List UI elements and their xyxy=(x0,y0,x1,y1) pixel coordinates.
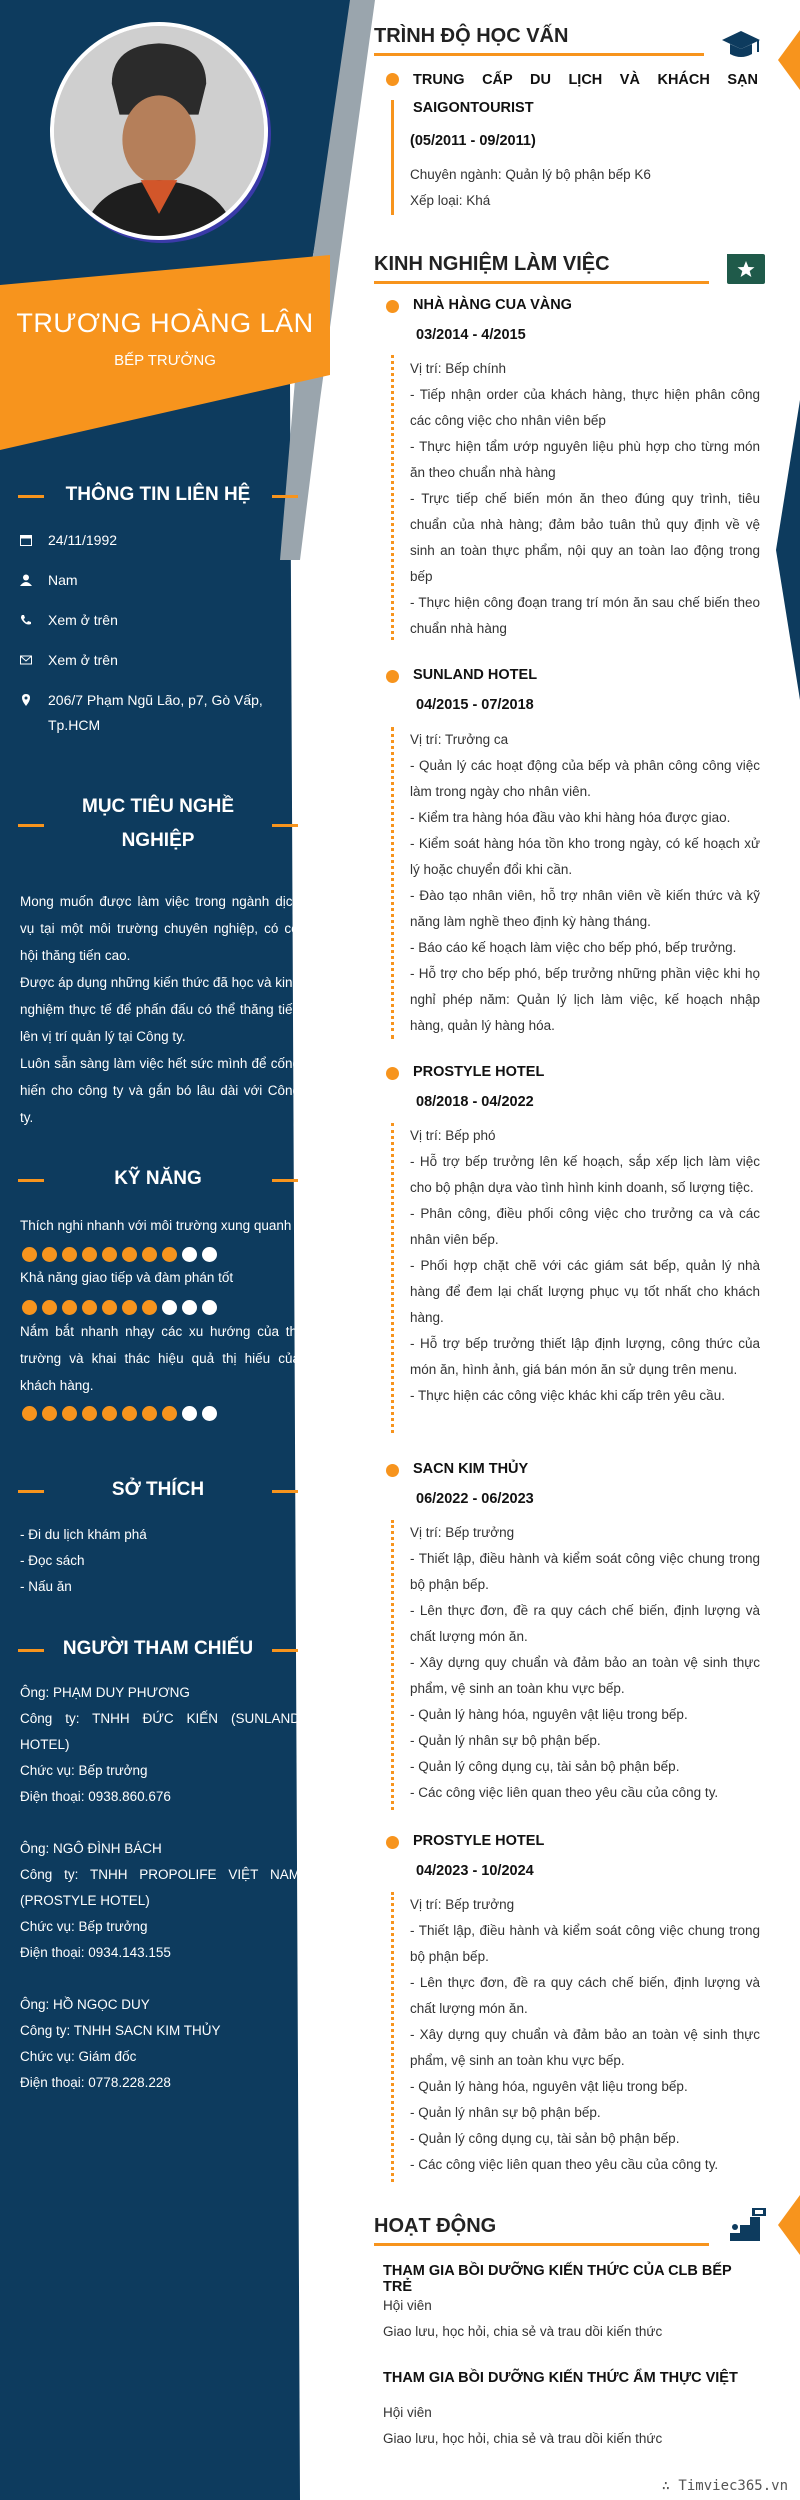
rating-dot-empty xyxy=(182,1247,197,1262)
job-period-5: 04/2023 - 10/2024 xyxy=(416,1863,534,1879)
rating-dot-empty xyxy=(202,1406,217,1421)
education-details xyxy=(410,128,755,214)
rating-dot-filled xyxy=(42,1406,57,1421)
rating-dot-filled xyxy=(162,1247,177,1262)
phone-icon xyxy=(20,614,32,626)
education-period: (05/2011 - 09/2011) xyxy=(410,133,536,149)
rating-dot-filled xyxy=(122,1300,137,1315)
job-company-2: SUNLAND HOTEL xyxy=(413,667,538,683)
rating-dot-filled xyxy=(42,1247,57,1262)
calendar-icon xyxy=(20,534,32,546)
right-edge-tab-1 xyxy=(774,30,800,90)
job-period-4: 06/2022 - 06/2023 xyxy=(416,1491,534,1507)
rating-dot-filled xyxy=(122,1247,137,1262)
job-company-5: PROSTYLE HOTEL xyxy=(413,1833,545,1849)
rating-dot-filled xyxy=(142,1406,157,1421)
list-item: - Đọc sách xyxy=(20,1553,85,1568)
contact-email: Xem ở trên xyxy=(20,648,290,673)
right-edge-accent xyxy=(776,400,800,700)
job-details-2: Vị trí: Trưởng ca - Quản lý các hoạt động của bếp và phân công công việc làm trong ngày cho nhân viên. - Kiểm tra hàng hóa đầu vào khi hàng hóa được giao. - Kiểm soát hàng hóa tồn kho trong ngày, có kế hoạch xử lý hoặc chuyển đổi khi cần. - Đào tạo nhân viên, hỗ trợ nhân viên về kiến thức và kỹ năng làm nghề theo định kỳ hàng tháng. - Báo cáo kế hoạch làm việc cho bếp phó, bếp trưởng. - Hỗ trợ cho bếp phó, bếp trưởng những phần việc khi họ nghỉ phép năm: Quản lý lịch làm việc, kế hoạch nhập hàng, quản lý hàng hóa. xyxy=(410,732,760,1033)
rating-dot-empty xyxy=(202,1247,217,1262)
timviec365-watermark: ∴ Timviec365.vn xyxy=(661,2478,788,2494)
activity-details-1: Hội viên Giao lưu, học hỏi, chia sẻ và trau dồi kiến thức xyxy=(383,2298,663,2339)
avatar xyxy=(50,22,268,240)
hobbies-list xyxy=(20,1522,300,1600)
reference-2: Ông: NGÔ ĐÌNH BÁCH Công ty: TNHH PROPOLIFE VIỆT NAM (PROSTYLE HOTEL) Chức vụ: Bếp trưởng Điện thoại: 0934.143.155 xyxy=(20,1841,300,1960)
contact-gender: Nam xyxy=(20,568,290,593)
rating-dot-filled xyxy=(62,1300,77,1315)
trophy-stairs-icon xyxy=(728,2207,770,2243)
timeline-line xyxy=(391,727,394,1039)
job-period-1: 03/2014 - 4/2015 xyxy=(416,327,526,343)
job-details-3: Vị trí: Bếp phó - Hỗ trợ bếp trưởng lên kế hoạch, sắp xếp lịch làm việc cho bộ phận dựa vào tình hình kinh doanh, số lượng tiệc. - Phân công, điều phối công việc cho trưởng ca và các nhân viên bếp. - Phối hợp chặt chẽ với các giám sát bếp, quản lý nhà hàng để đem lại chất lượng phục vụ tốt nhất cho khách hàng. - Hỗ trợ bếp trưởng thiết lập định lượng, công thức của món ăn, hình ảnh, giá bán món ăn sử dụng trên menu. - Thực hiện các công việc khác khi cấp trên yêu cầu. xyxy=(410,1128,760,1403)
rating-dot-filled xyxy=(62,1247,77,1262)
job-period-3: 08/2018 - 04/2022 xyxy=(416,1094,534,1110)
timeline-dot xyxy=(386,1836,399,1849)
rating-dot-filled xyxy=(102,1300,117,1315)
contact-address: 206/7 Phạm Ngũ Lão, p7, Gò Vấp, Tp.HCM xyxy=(20,688,290,738)
job-company-4: SACN KIM THỦY xyxy=(413,1461,529,1477)
candidate-title: BẾP TRƯỞNG xyxy=(114,352,216,369)
email-icon xyxy=(20,654,32,666)
rating-dot-empty xyxy=(182,1406,197,1421)
location-pin-icon xyxy=(20,694,32,706)
skills-heading: KỸ NĂNG xyxy=(18,1162,298,1196)
education-heading: TRÌNH ĐỘ HỌC VẤN xyxy=(374,20,704,56)
contact-heading: THÔNG TIN LIÊN HỆ xyxy=(18,478,298,512)
timeline-line xyxy=(391,355,394,640)
rating-dot-filled xyxy=(102,1247,117,1262)
list-item: - Đi du lịch khám phá xyxy=(20,1527,147,1542)
rating-dot-empty xyxy=(182,1300,197,1315)
hobbies-heading: SỞ THÍCH xyxy=(18,1473,298,1507)
education-major: Chuyên ngành: Quản lý bộ phận bếp K6 xyxy=(410,167,651,182)
rating-dot-empty xyxy=(162,1300,177,1315)
timeline-dot xyxy=(386,300,399,313)
timeline-line xyxy=(391,1892,394,2182)
skill-rating-1 xyxy=(22,1247,217,1263)
skill-label-3: Nắm bắt nhanh nhạy các xu hướng của thị trường và khai thác hiệu quả thị hiếu của khách hàng. xyxy=(20,1324,300,1393)
contact-phone: Xem ở trên xyxy=(20,608,290,633)
rating-dot-filled xyxy=(22,1300,37,1315)
job-company-3: PROSTYLE HOTEL xyxy=(413,1064,545,1080)
timeline-dot xyxy=(386,1464,399,1477)
rating-dot-filled xyxy=(162,1406,177,1421)
education-grade: Xếp loại: Khá xyxy=(410,193,491,208)
rating-dot-filled xyxy=(102,1406,117,1421)
contact-birthday: 24/11/1992 xyxy=(20,528,290,553)
candidate-name: TRƯƠNG HOÀNG LÂN xyxy=(16,308,314,338)
reference-1: Ông: PHẠM DUY PHƯƠNG Công ty: TNHH ĐỨC KIẾN (SUNLAND HOTEL) Chức vụ: Bếp trưởng Điện thoại: 0938.860.676 xyxy=(20,1685,300,1804)
skill-label-1: Thích nghi nhanh với môi trường xung quanh xyxy=(20,1218,292,1233)
rating-dot-filled xyxy=(82,1406,97,1421)
graduation-cap-icon xyxy=(720,28,762,64)
activity-title-1: THAM GIA BỒI DƯỠNG KIẾN THỨC CỦA CLB BẾP TRẺ xyxy=(383,2263,732,2295)
rating-dot-filled xyxy=(22,1406,37,1421)
activity-title-2: THAM GIA BỒI DƯỠNG KIẾN THỨC ẨM THỰC VIỆT xyxy=(383,2370,738,2386)
reference-3: Ông: HỒ NGỌC DUY Công ty: TNHH SACN KIM THỦY Chức vụ: Giám đốc Điện thoại: 0778.228.228 xyxy=(20,1997,221,2090)
rating-dot-filled xyxy=(142,1300,157,1315)
skill-label-2: Khả năng giao tiếp và đàm phán tốt xyxy=(20,1270,234,1285)
timeline-line xyxy=(391,1520,394,1810)
timeline-line xyxy=(391,1123,394,1433)
rating-dot-filled xyxy=(122,1406,137,1421)
job-details-4: Vị trí: Bếp trưởng - Thiết lập, điều hành và kiểm soát công việc chung trong bộ phận bếp. - Lên thực đơn, đề ra quy cách chế biến, định lượng và chất lượng món ăn. - Xây dựng quy chuẩn và đảm bảo an toàn vệ sinh thực phẩm, vệ sinh an toàn khu vực bếp. - Quản lý hàng hóa, nguyên vật liệu trong bếp. - Quản lý nhân sự bộ phận bếp. - Quản lý công dụng cụ, tài sản bộ phận bếp. - Các công việc liên quan theo yêu cầu của công ty. xyxy=(410,1525,760,1800)
chef-portrait-icon xyxy=(54,26,264,236)
right-edge-tab-2 xyxy=(774,2195,800,2255)
experience-heading: KINH NGHIỆM LÀM VIỆC xyxy=(374,248,709,284)
skill-rating-3 xyxy=(22,1406,217,1422)
rating-dot-filled xyxy=(82,1247,97,1262)
timeline-dot xyxy=(386,73,399,86)
rating-dot-filled xyxy=(22,1247,37,1262)
job-company-1: NHÀ HÀNG CUA VÀNG xyxy=(413,297,572,313)
rating-dot-filled xyxy=(82,1300,97,1315)
user-icon xyxy=(20,574,32,586)
rating-dot-filled xyxy=(42,1300,57,1315)
timeline-dot xyxy=(386,670,399,683)
education-school: TRUNG CẤP DU LỊCH VÀ KHÁCH SẠN SAIGONTOURIST xyxy=(413,72,758,116)
activities-heading: HOẠT ĐỘNG xyxy=(374,2210,709,2246)
timeline-dot xyxy=(386,1067,399,1080)
rating-dot-empty xyxy=(202,1300,217,1315)
timeline-line xyxy=(391,100,394,215)
skill-rating-2 xyxy=(22,1300,217,1316)
rating-dot-filled xyxy=(62,1406,77,1421)
job-period-2: 04/2015 - 07/2018 xyxy=(416,697,534,713)
list-item: - Nấu ăn xyxy=(20,1579,72,1594)
objective-heading: MỤC TIÊU NGHỀ NGHIỆP xyxy=(18,790,298,858)
rating-dot-filled xyxy=(142,1247,157,1262)
job-details-1: Vị trí: Bếp chính - Tiếp nhận order của khách hàng, thực hiện phân công các công việc cho nhân viên bếp - Thực hiện tẩm ướp nguyên liệu phù hợp cho từng món ăn theo chuẩn nhà hàng - Trực tiếp chế biến món ăn theo đúng quy trình, tiêu chuẩn của nhà hàng; đảm bảo tuân thủ quy định về vệ sinh an toàn thực phẩm, nội quy an toàn lao động trong bếp - Thực hiện công đoạn trang trí món ăn sau chế biến theo chuẩn nhà hàng xyxy=(410,361,760,636)
activity-details-2: Hội viên Giao lưu, học hỏi, chia sẻ và trau dồi kiến thức xyxy=(383,2405,663,2446)
briefcase-star-icon xyxy=(725,250,767,286)
job-details-5: Vị trí: Bếp trưởng - Thiết lập, điều hành và kiểm soát công việc chung trong bộ phận bếp. - Lên thực đơn, đề ra quy cách chế biến, định lượng và chất lượng món ăn. - Xây dựng quy chuẩn và đảm bảo an toàn vệ sinh thực phẩm, vệ sinh an toàn khu vực bếp. - Quản lý hàng hóa, nguyên vật liệu trong bếp. - Quản lý nhân sự bộ phận bếp. - Quản lý công dụng cụ, tài sản bộ phận bếp. - Các công việc liên quan theo yêu cầu của công ty. xyxy=(410,1897,760,2172)
objective-text: Mong muốn được làm việc trong ngành dịch vụ tại một môi trường chuyên nghiệp, có cơ hội thăng tiến cao. Được áp dụng những kiến thức đã học và kinh nghiệm thực tế để phấn đấu có thể thăng tiến lên vị trí quản lý tại Công ty. Luôn sẵn sàng làm việc hết sức mình để cống hiến cho công ty và gắn bó lâu dài với Công ty. xyxy=(20,894,300,1125)
references-heading: NGƯỜI THAM CHIẾU xyxy=(18,1632,298,1666)
